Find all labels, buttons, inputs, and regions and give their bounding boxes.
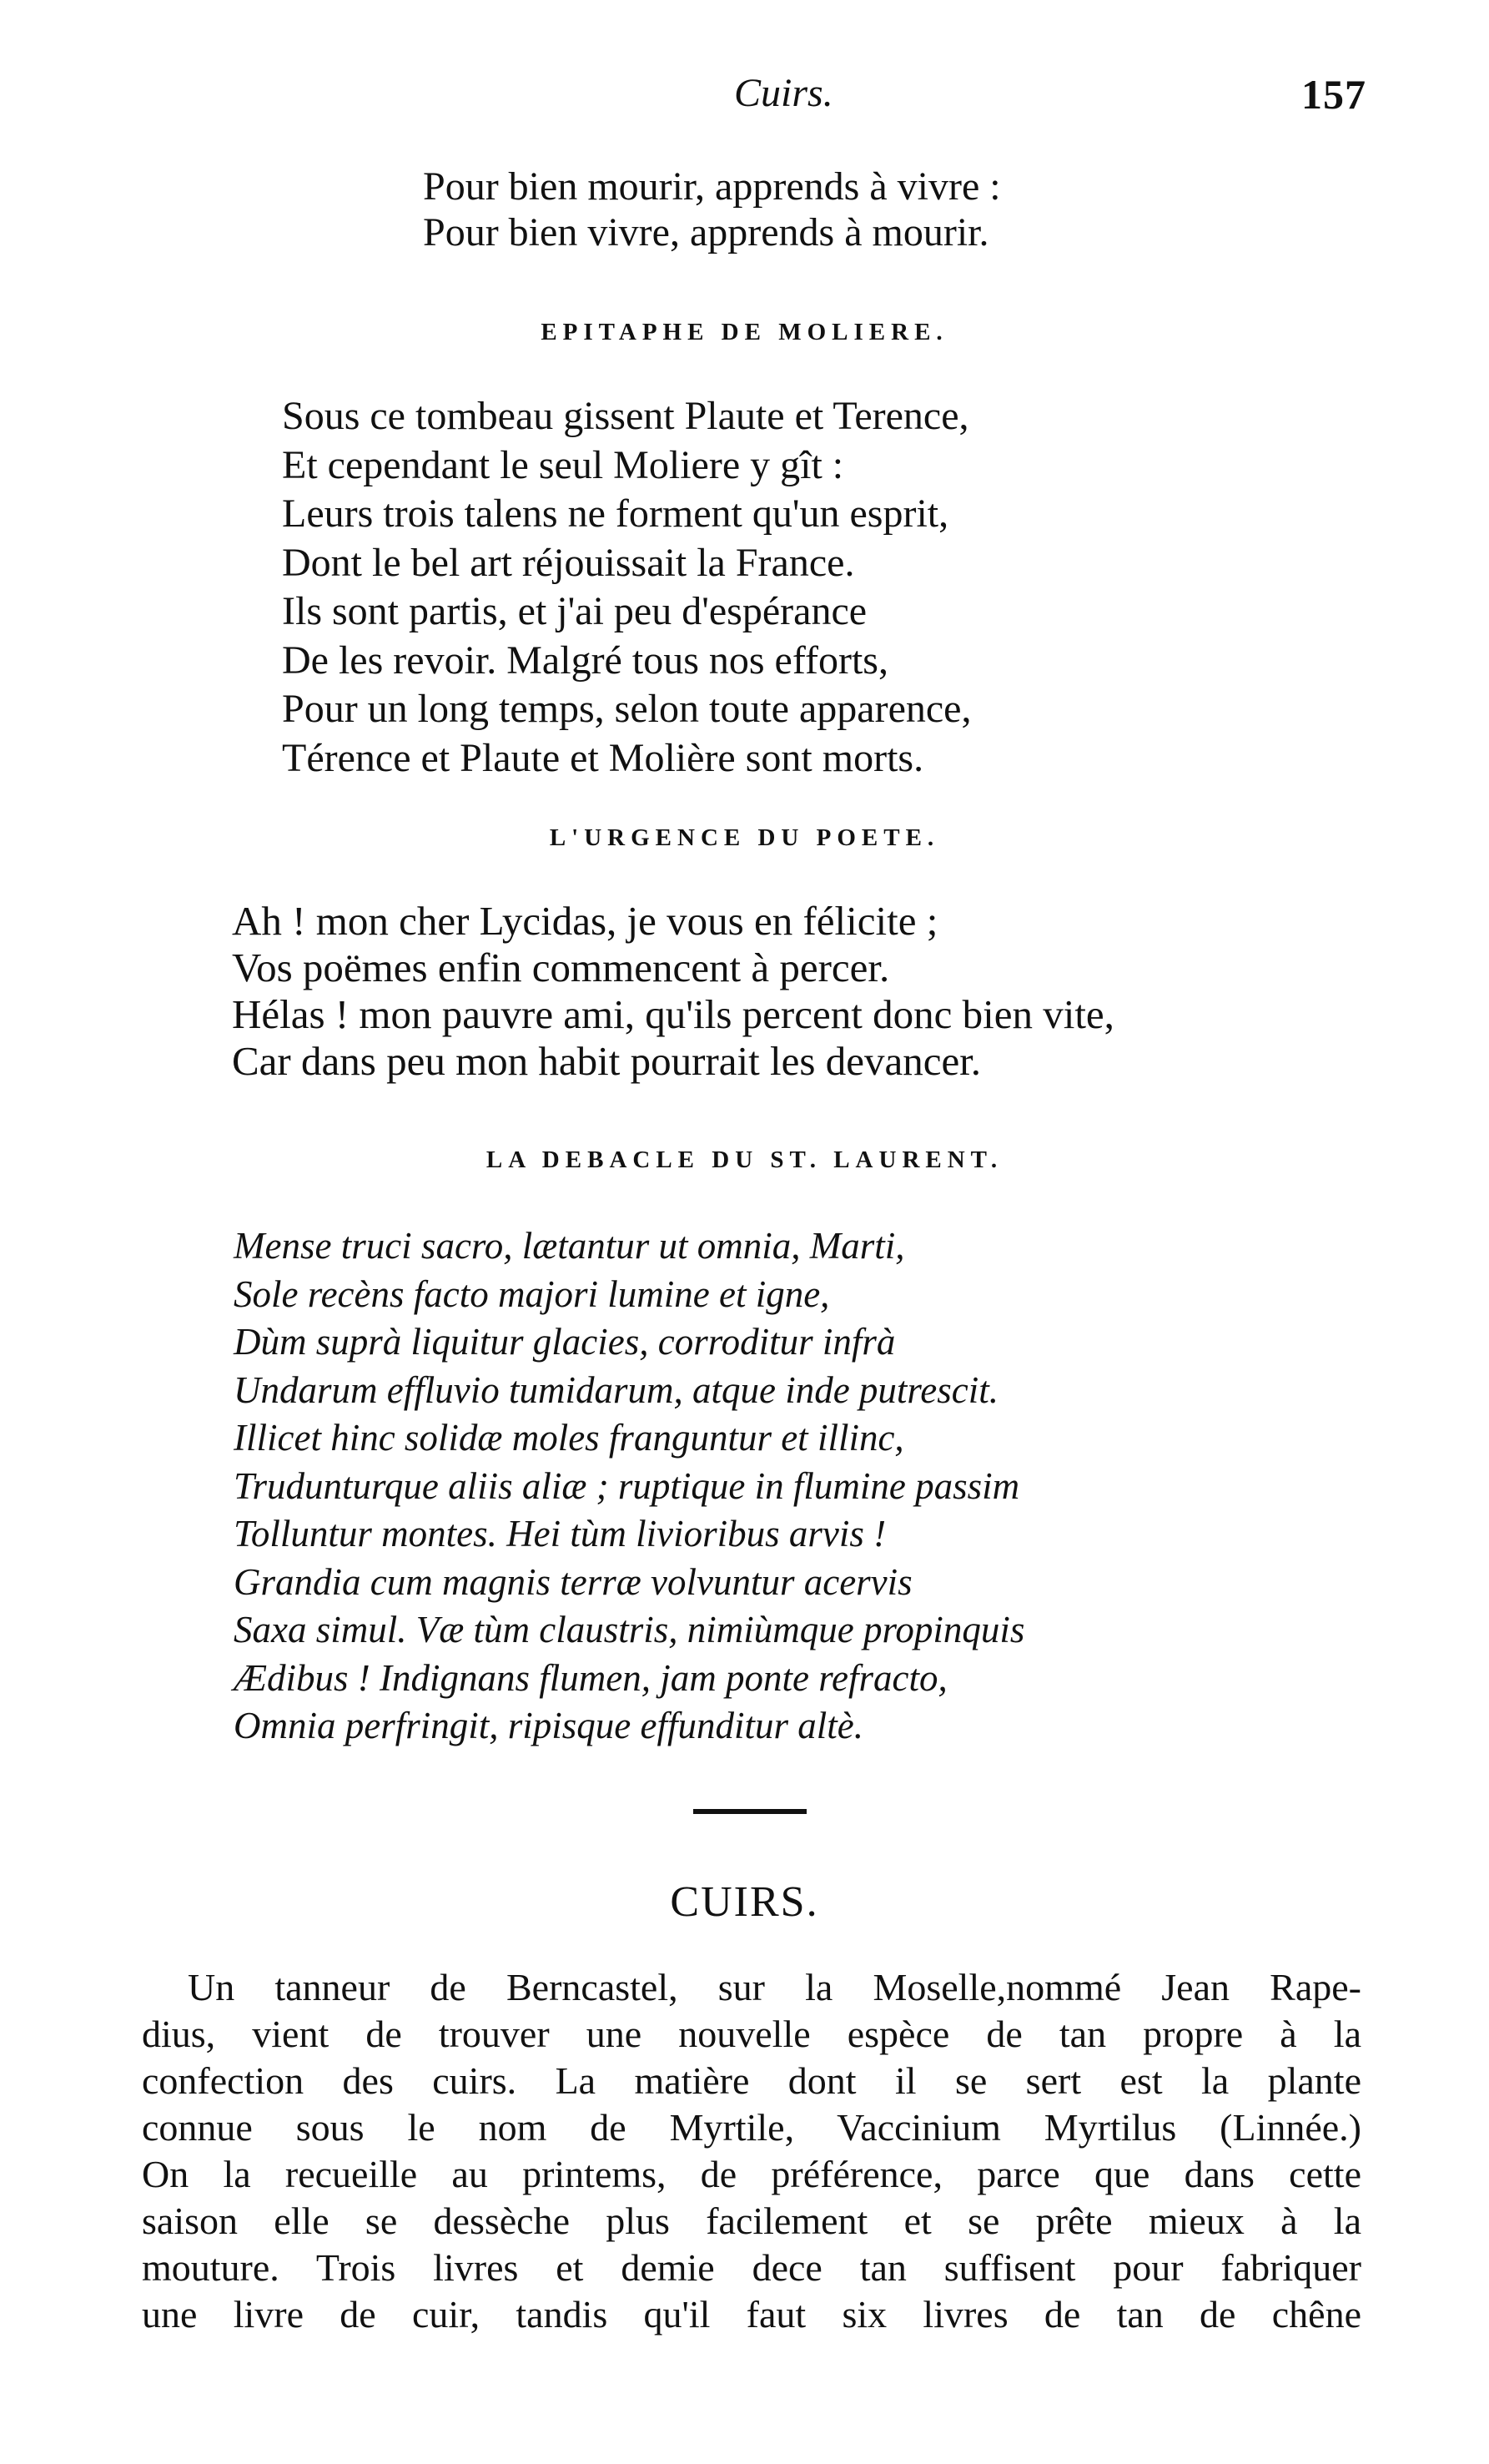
- running-head: [0, 70, 1489, 128]
- paragraph-line: On la recueille au printems, de préférence, parce que dans cette: [142, 2153, 1361, 2195]
- page-number: 157: [1301, 71, 1366, 118]
- verse-line: Grandia cum magnis terræ volvuntur acervis: [234, 1560, 913, 1603]
- verse-line: Leurs trois talens ne forment qu'un esprit,: [282, 491, 949, 536]
- verse-line: De les revoir. Malgré tous nos efforts,: [282, 637, 888, 683]
- cuirs-paragraph: [142, 1964, 1361, 2338]
- running-title: Cuirs.: [734, 71, 833, 115]
- verse-line: Vos poëmes enfin commencent à percer.: [232, 945, 890, 990]
- section-title: CUIRS.: [670, 1878, 819, 1926]
- paragraph-line: connue sous le nom de Myrtile, Vaccinium Myrtilus (Linnée.): [142, 2106, 1361, 2149]
- urgence-heading: L'URGENCE DU POETE.: [549, 824, 940, 851]
- verse-line: Et cependant le seul Moliere y gît :: [282, 442, 844, 487]
- section-divider: [693, 1809, 807, 1814]
- verse-line: Pour un long temps, selon toute apparence,: [282, 687, 972, 731]
- verse-line: Térence et Plaute et Molière sont morts.: [282, 735, 924, 780]
- verse-line: Sole recèns facto majori lumine et igne,: [234, 1272, 830, 1315]
- verse-line: Car dans peu mon habit pourrait les devancer.: [232, 1038, 982, 1084]
- verse-line: Illicet hinc solidæ moles franguntur et illinc,: [234, 1417, 904, 1459]
- verse-line: Ædibus ! Indignans flumen, jam ponte refracto,: [234, 1656, 948, 1699]
- verse-line: Undarum effluvio tumidarum, atque inde putrescit.: [234, 1368, 999, 1411]
- verse-line: Tolluntur montes. Hei tùm livioribus arvis !: [234, 1513, 887, 1554]
- couplet: [423, 164, 1001, 255]
- paragraph-line: confection des cuirs. La matière dont il se sert est la plante: [142, 2059, 1361, 2102]
- verse-line: Saxa simul. Væ tùm claustris, nimiùmque propinquis: [234, 1609, 1025, 1650]
- epitaph-poem: [282, 392, 971, 783]
- verse-line: Pour bien vivre, apprends à mourir.: [423, 210, 989, 254]
- paragraph-line: mouture. Trois livres et demie dece tan suffisent pour fabriquer: [142, 2246, 1361, 2289]
- paragraph-line: une livre de cuir, tandis qu'il faut six livres de tan de chêne: [142, 2293, 1361, 2336]
- urgence-poem: [232, 898, 1114, 1085]
- debacle-poem: [234, 1222, 1024, 1751]
- paragraph-line: saison elle se dessèche plus facilement et se prête mieux à la: [142, 2199, 1361, 2242]
- verse-line: Dont le bel art réjouissait la France.: [282, 540, 855, 585]
- paragraph-line: dius, vient de trouver une nouvelle espèce de tan propre à la: [142, 2013, 1361, 2055]
- verse-line: Ils sont partis, et j'ai peu d'espérance: [282, 589, 868, 633]
- paragraph-line: Un tanneur de Berncastel, sur la Moselle,nommé Jean Rape-: [188, 1966, 1361, 2008]
- verse-line: Pour bien mourir, apprends à vivre :: [423, 164, 1001, 209]
- epitaph-heading: EPITAPHE DE MOLIERE.: [541, 319, 948, 345]
- verse-line: Sous ce tombeau gissent Plaute et Terence,: [282, 394, 969, 438]
- verse-line: Mense truci sacro, lætantur ut omnia, Marti,: [234, 1225, 905, 1267]
- debacle-heading: LA DEBACLE DU ST. LAURENT.: [485, 1146, 1004, 1173]
- verse-line: Dùm suprà liquitur glacies, corroditur infrà: [234, 1321, 896, 1363]
- verse-line: Hélas ! mon pauvre ami, qu'ils percent donc bien vite,: [232, 991, 1114, 1037]
- verse-line: Trudunturque aliis aliæ ; ruptique in flumine passim: [234, 1464, 1020, 1507]
- verse-line: Ah ! mon cher Lycidas, je vous en félicite ;: [232, 898, 938, 944]
- verse-line: Omnia perfringit, ripisque effunditur altè.: [234, 1705, 863, 1746]
